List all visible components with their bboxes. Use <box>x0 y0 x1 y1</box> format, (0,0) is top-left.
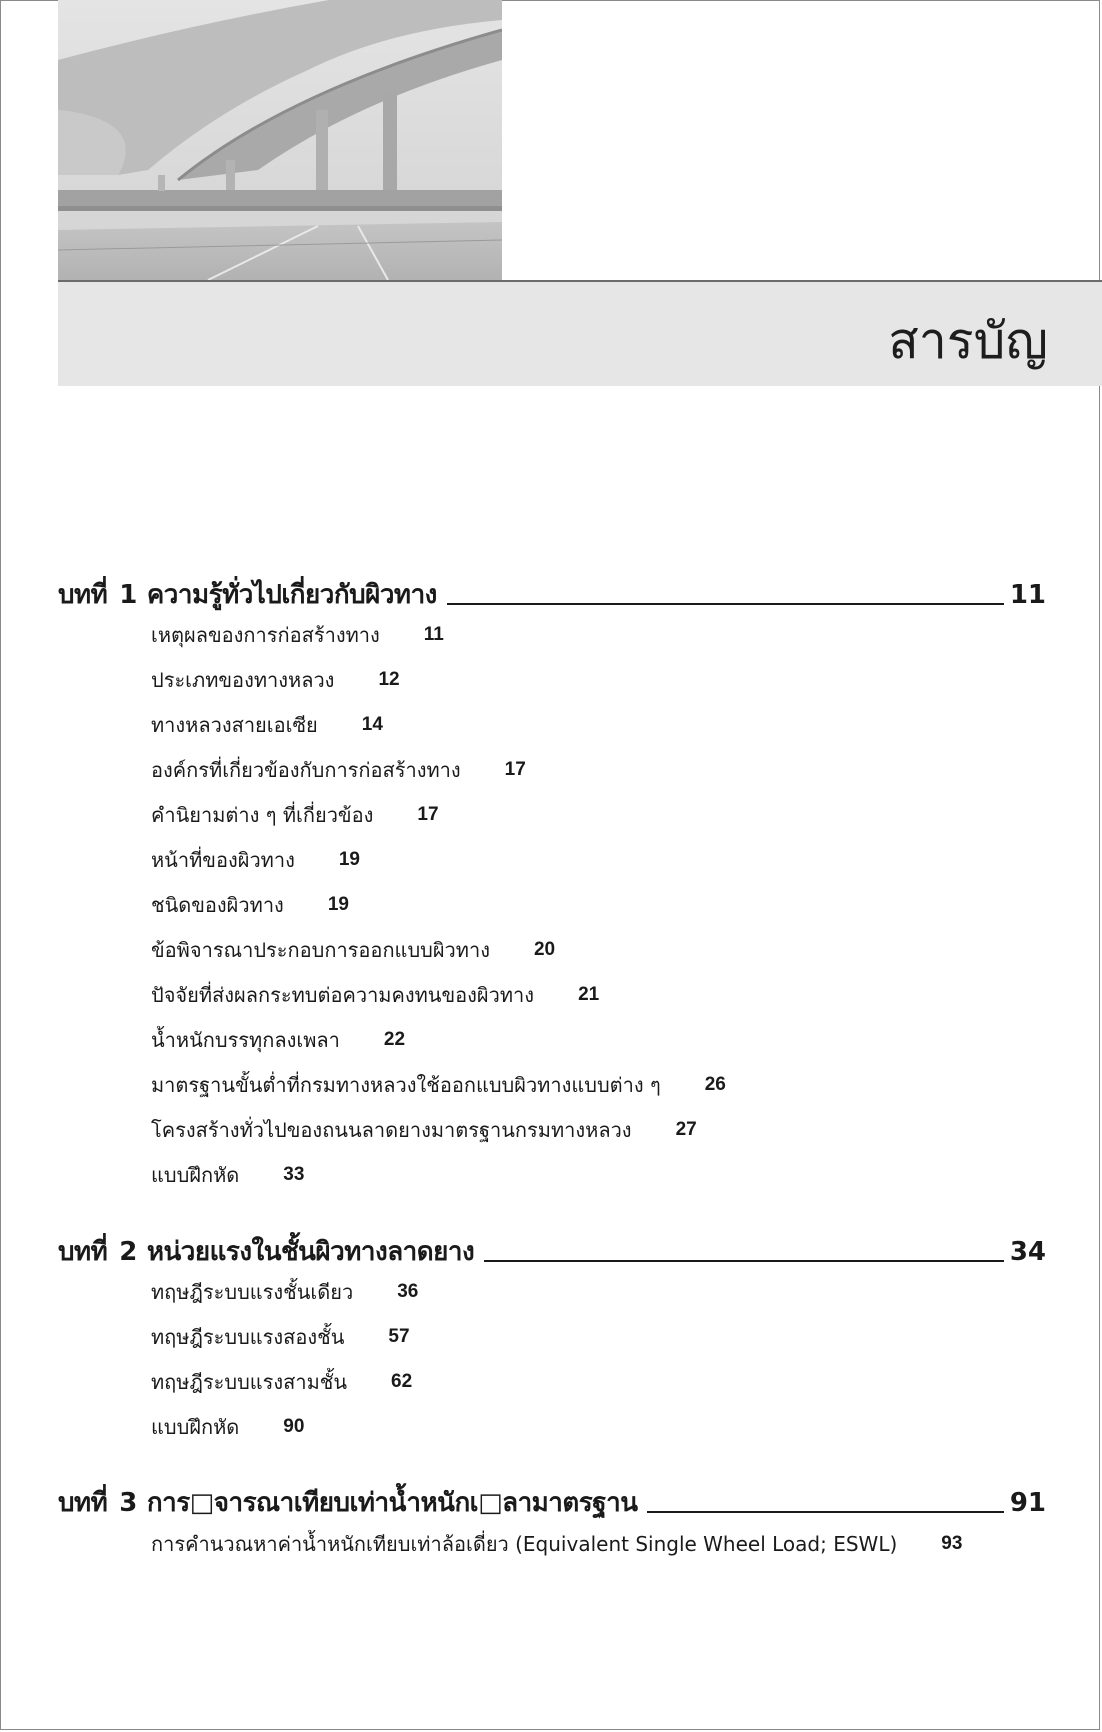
toc-entry[interactable] <box>151 980 599 1010</box>
chapter-title: หน่วยแรงในชั้นผิวทางลาดยาง <box>146 1237 475 1267</box>
chapter-page: 34 <box>1009 1237 1046 1267</box>
dot-leader <box>647 1511 1003 1513</box>
entry-title: องค์กรที่เกี่ยวข้องกับการก่อสร้างทาง <box>151 758 461 782</box>
toc-entry[interactable] <box>151 620 444 650</box>
entry-page: 33 <box>283 1164 305 1185</box>
entry-title: ปัจจัยที่ส่งผลกระทบต่อความคงทนของผิวทาง <box>151 983 535 1007</box>
entry-page: 22 <box>383 1029 406 1050</box>
entry-title: แบบฝึกหัด <box>151 1415 240 1439</box>
chapter-label: บทที่ <box>58 1237 108 1267</box>
entry-page: 17 <box>504 759 526 780</box>
entry-page: 90 <box>283 1416 305 1437</box>
toc-entry[interactable] <box>151 1412 304 1442</box>
entry-title: โครงสร้างทั่วไปของถนนลาดยางมาตรฐานกรมทางหลวง <box>151 1118 632 1142</box>
chapter-page: 91 <box>1009 1488 1046 1518</box>
toc-entry[interactable] <box>151 845 360 875</box>
entry-page: 14 <box>361 714 383 735</box>
entry-title: ทางหลวงสายเอเซีย <box>151 713 318 737</box>
toc-entry[interactable] <box>151 1115 697 1145</box>
entry-page: 19 <box>338 849 360 870</box>
page-title: สารบัญ <box>888 312 1048 370</box>
dot-leader <box>484 1260 1004 1262</box>
chapter-page: 11 <box>1009 580 1046 610</box>
entry-page: 20 <box>533 939 556 960</box>
entry-page: 21 <box>578 984 600 1005</box>
entry-title: น้ำหนักบรรทุกลงเพลา <box>151 1028 340 1052</box>
chapter-label: บทที่ <box>58 1488 108 1518</box>
toc-entry[interactable] <box>151 935 555 965</box>
chapter-label: บทที่ <box>58 580 108 610</box>
entry-page: 93 <box>941 1533 963 1554</box>
entry-page: 36 <box>397 1281 419 1302</box>
entry-page: 11 <box>423 624 444 645</box>
title-band <box>58 282 1102 386</box>
toc-entry[interactable] <box>151 1070 726 1100</box>
toc-entry[interactable] <box>151 800 439 830</box>
toc-entry[interactable] <box>151 1025 405 1055</box>
entry-page: 12 <box>378 669 400 690</box>
entry-page: 19 <box>327 894 349 915</box>
entry-page: 62 <box>391 1371 413 1392</box>
chapter-title: ความรู้ทั่วไปเกี่ยวกับผิวทาง <box>146 580 437 610</box>
toc-entry[interactable] <box>151 710 383 740</box>
entry-title: แบบฝึกหัด <box>151 1163 240 1187</box>
entry-page: 17 <box>417 804 439 825</box>
toc-chapter-3[interactable] <box>58 1476 1046 1516</box>
entry-title: ทฤษฎีระบบแรงสองชั้น <box>151 1325 345 1349</box>
entry-title: ทฤษฎีระบบแรงสามชั้น <box>151 1370 348 1394</box>
entry-title: มาตรฐานขั้นต่ำที่กรมทางหลวงใช้ออกแบบผิวทางแบบต่าง ๆ <box>151 1073 661 1097</box>
chapter-heading <box>58 1490 637 1516</box>
entry-title: ข้อพิจารณาประกอบการออกแบบผิวทาง <box>151 938 490 962</box>
entry-title: เหตุผลของการก่อสร้างทาง <box>151 623 380 647</box>
chapter-heading <box>58 1239 474 1265</box>
entry-title: ทฤษฎีระบบแรงชั้นเดียว <box>151 1280 354 1304</box>
chapter-number: 1 <box>119 580 137 610</box>
entry-page: 27 <box>675 1119 697 1140</box>
toc-entry[interactable] <box>151 1277 418 1307</box>
toc-entry[interactable] <box>151 1367 412 1397</box>
entry-page: 26 <box>704 1074 726 1095</box>
toc-entry[interactable] <box>151 755 526 785</box>
entry-page: 57 <box>388 1326 410 1347</box>
toc-entry[interactable] <box>151 1529 962 1559</box>
entry-title: ชนิดของผิวทาง <box>151 893 284 917</box>
entry-title: หน้าที่ของผิวทาง <box>151 848 295 872</box>
chapter-title: การ□จารณาเทียบเท่าน้ำหนักเ□ลามาตรฐาน <box>146 1488 638 1518</box>
toc-chapter-1[interactable] <box>58 568 1046 608</box>
toc-entry[interactable] <box>151 890 349 920</box>
toc-entry[interactable] <box>151 1322 410 1352</box>
chapter-number: 3 <box>119 1488 137 1518</box>
toc-entry[interactable] <box>151 1160 304 1190</box>
chapter-heading <box>58 582 437 608</box>
chapter-number: 2 <box>119 1237 137 1267</box>
entry-title: ประเภทของทางหลวง <box>151 668 335 692</box>
dot-leader <box>447 603 1004 605</box>
entry-title: คำนิยามต่าง ๆ ที่เกี่ยวข้อง <box>151 803 374 827</box>
toc-entry[interactable] <box>151 665 400 695</box>
toc-chapter-2[interactable] <box>58 1225 1046 1265</box>
highway-overpass-photo <box>58 0 502 280</box>
entry-title: การคำนวณหาค่าน้ำหนักเทียบเท่าล้อเดี่ยว (Equivalent Single Wheel Load; ESWL) <box>151 1532 898 1556</box>
